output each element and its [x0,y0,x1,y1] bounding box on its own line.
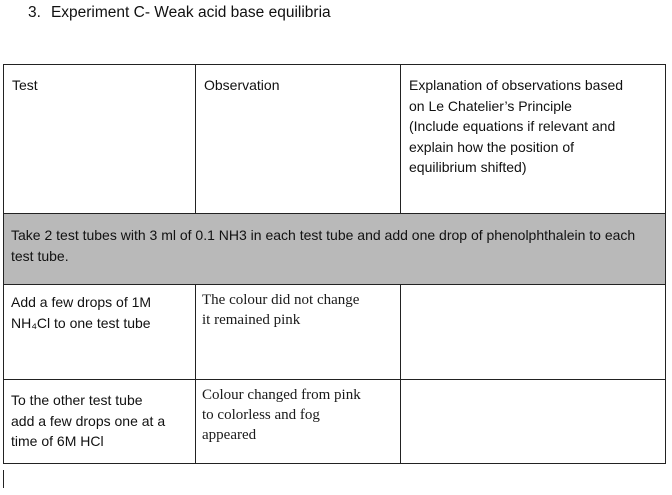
section-heading [28,4,331,22]
row-1-observation-text: The colour did not change it remained pink [202,292,360,328]
row-1-test-text: Add a few drops of 1M NH₄Cl to one test tube [11,294,152,331]
header-explanation-label: Explanation of observations based on Le Chatelier’s Principle (Include equations if relevant and explain how the position of equilibrium shifted) [409,77,624,175]
section-number: 3. [28,4,41,21]
header-test-label: Test [12,77,38,93]
table-row [4,285,666,380]
row-2-test-cell [4,380,196,464]
table-row [4,380,666,464]
header-cell-explanation [401,65,666,214]
row-1-observation-cell[interactable] [196,285,401,380]
header-cell-test [4,65,196,214]
instruction-text: Take 2 test tubes with 3 ml of 0.1 NH3 in each test tube and add one drop of phenolphthalein to each test tube. [11,227,636,264]
instruction-row [4,214,666,285]
row-1-explanation-cell[interactable] [401,285,666,380]
row-1-test-cell [4,285,196,380]
page-margin-tick [3,470,4,488]
header-observation-label: Observation [204,77,280,93]
table-header-row [4,65,666,214]
row-2-explanation-text [401,380,665,385]
header-cell-observation [196,65,401,214]
experiment-table [3,64,666,464]
instruction-cell [4,214,666,285]
row-2-test-text: To the other test tube add a few drops one at a time of 6M HCl [11,392,166,449]
row-2-explanation-cell[interactable] [401,380,666,464]
row-1-explanation-text [401,285,665,290]
row-2-observation-cell[interactable] [196,380,401,464]
row-2-observation-text: Colour changed from pink to colorless and fog appeared [202,387,361,443]
section-title: Experiment C- Weak acid base equilibria [50,4,331,21]
